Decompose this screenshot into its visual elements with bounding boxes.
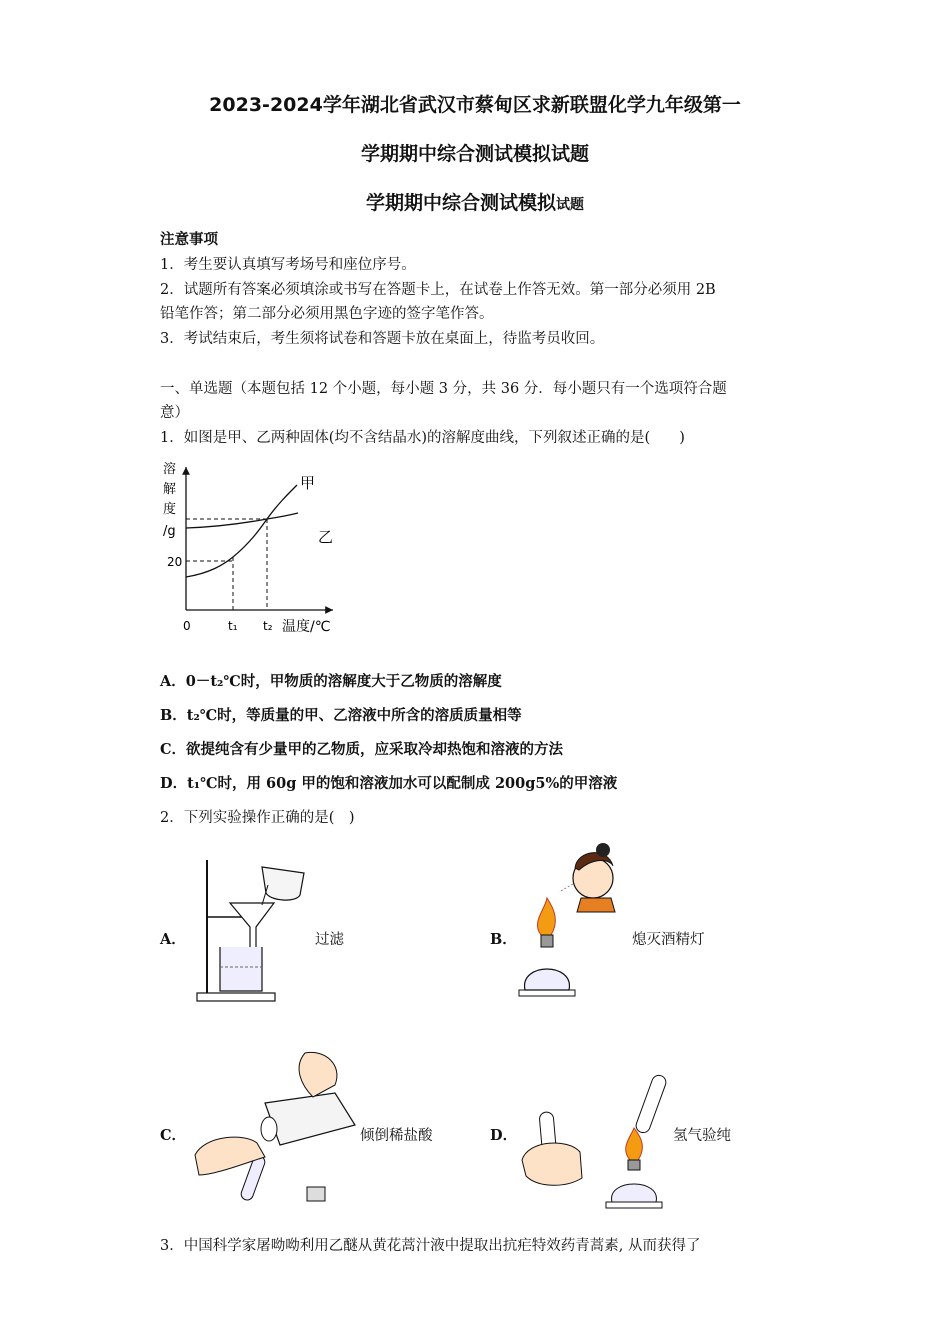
curve-yi <box>186 513 298 528</box>
q1-option-b: B．t₂℃时，等质量的甲、乙溶液中所含的溶质质量相等 <box>160 707 522 724</box>
title-line-1: 2023-2024学年湖北省武汉市蔡甸区求新联盟化学九年级第一 <box>209 94 741 116</box>
x-tick-t2: t₂ <box>263 619 273 633</box>
q2-stem: 2．下列实验操作正确的是( ) <box>160 810 355 826</box>
section-heading-2: 意） <box>160 405 189 421</box>
q2-option-a-letter: A． <box>160 931 186 948</box>
y-label-2: 解 <box>163 482 177 497</box>
pouring-acid-illustration <box>185 1045 360 1210</box>
y-tick-20: 20 <box>167 555 183 569</box>
title-line-3-main: 学期期中综合测试模拟 <box>365 192 556 214</box>
alcohol-lamp-blowing-illustration <box>515 840 625 1005</box>
title-line-2: 学期期中综合测试模拟试题 <box>360 143 589 165</box>
q2-option-c-letter: C． <box>160 1127 187 1144</box>
q2-option-c-caption: 倾倒稀盐酸 <box>360 1128 433 1144</box>
q1-option-a: A．0－t₂℃时，甲物质的溶解度大于乙物质的溶解度 <box>160 673 502 690</box>
origin-label: 0 <box>183 619 191 633</box>
q2-option-d-caption: 氢气验纯 <box>673 1128 731 1144</box>
notice-item-3: 3．考试结束后，考生须将试卷和答题卡放在桌面上，待监考员收回。 <box>160 331 605 347</box>
y-label-4: /g <box>163 524 176 539</box>
curve-jia-label: 甲 <box>300 474 316 492</box>
notice-item-2a: 2．试题所有答案必须填涂或书写在答题卡上，在试卷上作答无效。第一部分必须用 2B <box>160 282 716 298</box>
notice-heading: 注意事项 <box>160 231 218 248</box>
q2-option-b-letter: B． <box>490 931 517 948</box>
title-line-3-small: 试题 <box>556 197 584 213</box>
filtration-illustration <box>192 855 317 1005</box>
x-label: 温度/℃ <box>282 619 331 635</box>
y-label-1: 溶 <box>163 462 177 477</box>
q2-option-b-caption: 熄灭酒精灯 <box>632 932 705 948</box>
q2-option-a-caption: 过滤 <box>315 932 344 948</box>
notice-item-1: 1．考生要认真填写考场号和座位序号。 <box>160 257 416 273</box>
q3-stem: 3．中国科学家屠呦呦利用乙醚从黄花蒿汁液中提取出抗疟特效药青蒿素, 从而获得了 <box>160 1238 701 1254</box>
q1-option-d: D．t₁℃时，用 60g 甲的饱和溶液加水可以配制成 200g5%的甲溶液 <box>160 775 618 792</box>
q2-option-d-letter: D． <box>490 1127 518 1144</box>
x-tick-t1: t₁ <box>228 619 238 633</box>
section-heading-1: 一、单选题（本题包括 12 个小题，每小题 3 分，共 36 分．每小题只有一个选项符合题 <box>160 381 727 397</box>
q1-stem: 1．如图是甲、乙两种固体(均不含结晶水)的溶解度曲线，下列叙述正确的是( ) <box>160 430 685 446</box>
y-label-3: 度 <box>163 502 177 517</box>
hydrogen-test-illustration <box>518 1072 673 1217</box>
notice-item-2b: 铅笔作答；第二部分必须用黑色字迹的签字笔作答。 <box>160 306 494 322</box>
curve-jia <box>186 485 297 577</box>
title-line-3 <box>0 188 950 215</box>
solubility-chart <box>155 455 355 640</box>
curve-yi-label: 乙 <box>318 528 334 546</box>
q1-option-c: C．欲提纯含有少量甲的乙物质，应采取冷却热饱和溶液的方法 <box>160 741 564 758</box>
